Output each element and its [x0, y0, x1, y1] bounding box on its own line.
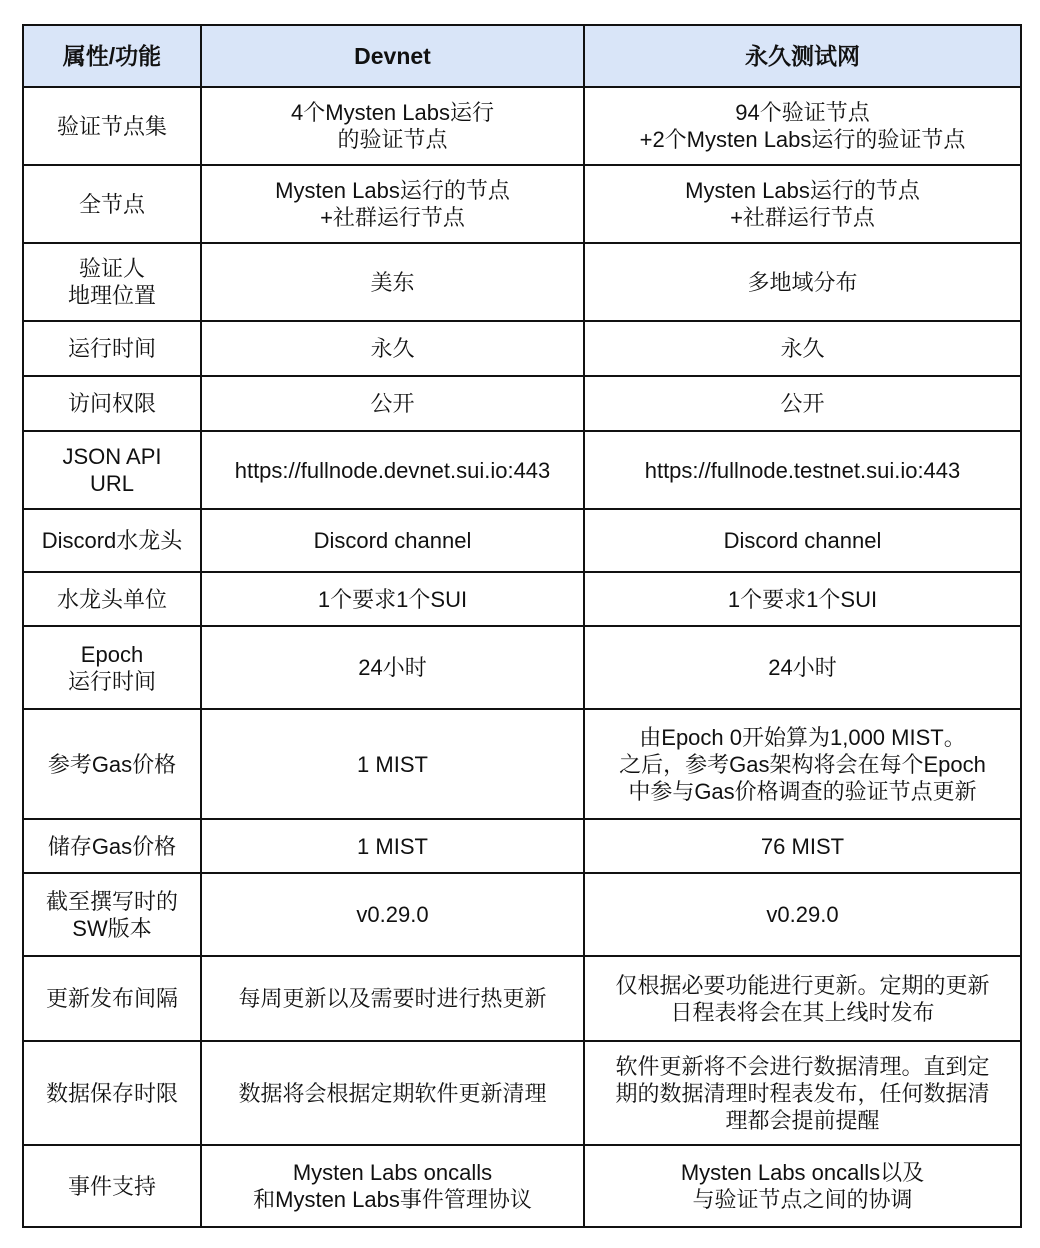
testnet-value: Mysten Labs oncalls以及 与验证节点之间的协调 [584, 1145, 1021, 1227]
row-attribute: 事件支持 [23, 1145, 201, 1227]
testnet-value: 94个验证节点 +2个Mysten Labs运行的验证节点 [584, 87, 1021, 165]
row-attribute: 参考Gas价格 [23, 709, 201, 819]
row-attribute: 全节点 [23, 165, 201, 243]
devnet-value: 永久 [201, 321, 584, 376]
testnet-value: 由Epoch 0开始算为1,000 MIST。 之后，参考Gas架构将会在每个Epoch 中参与Gas价格调查的验证节点更新 [584, 709, 1021, 819]
devnet-value: https://fullnode.devnet.sui.io:443 [201, 431, 584, 509]
row-attribute: 储存Gas价格 [23, 819, 201, 873]
devnet-value: Mysten Labs oncalls 和Mysten Labs事件管理协议 [201, 1145, 584, 1227]
row-attribute: 更新发布间隔 [23, 956, 201, 1041]
header-devnet: Devnet [201, 25, 584, 87]
devnet-value: Discord channel [201, 509, 584, 572]
row-attribute: 验证人 地理位置 [23, 243, 201, 321]
header-testnet: 永久测试网 [584, 25, 1021, 87]
table-row [23, 819, 1021, 873]
table-row [23, 165, 1021, 243]
devnet-value: 1 MIST [201, 819, 584, 873]
comparison-table-container [22, 24, 1020, 1228]
table-row [23, 509, 1021, 572]
row-attribute: 数据保存时限 [23, 1041, 201, 1145]
testnet-value: Mysten Labs运行的节点 +社群运行节点 [584, 165, 1021, 243]
devnet-value: 4个Mysten Labs运行 的验证节点 [201, 87, 584, 165]
testnet-value: https://fullnode.testnet.sui.io:443 [584, 431, 1021, 509]
testnet-value: 24小时 [584, 626, 1021, 709]
table-row [23, 626, 1021, 709]
table-row [23, 709, 1021, 819]
row-attribute: 运行时间 [23, 321, 201, 376]
devnet-value: 1 MIST [201, 709, 584, 819]
table-row [23, 431, 1021, 509]
row-attribute: 截至撰写时的 SW版本 [23, 873, 201, 956]
testnet-value: v0.29.0 [584, 873, 1021, 956]
testnet-value: 软件更新将不会进行数据清理。直到定 期的数据清理时程表发布，任何数据清 理都会提前提醒 [584, 1041, 1021, 1145]
table-row [23, 572, 1021, 626]
testnet-value: 公开 [584, 376, 1021, 431]
devnet-value: 24小时 [201, 626, 584, 709]
testnet-value: 永久 [584, 321, 1021, 376]
testnet-value: 仅根据必要功能进行更新。定期的更新 日程表将会在其上线时发布 [584, 956, 1021, 1041]
table-row [23, 87, 1021, 165]
testnet-value: 1个要求1个SUI [584, 572, 1021, 626]
testnet-value: 多地域分布 [584, 243, 1021, 321]
devnet-value: 美东 [201, 243, 584, 321]
devnet-value: 1个要求1个SUI [201, 572, 584, 626]
devnet-value: 数据将会根据定期软件更新清理 [201, 1041, 584, 1145]
table-row [23, 321, 1021, 376]
table-row [23, 1041, 1021, 1145]
header-attribute: 属性/功能 [23, 25, 201, 87]
devnet-value: 每周更新以及需要时进行热更新 [201, 956, 584, 1041]
table-row [23, 956, 1021, 1041]
testnet-value: Discord channel [584, 509, 1021, 572]
table-header-row [23, 25, 1021, 87]
testnet-value: 76 MIST [584, 819, 1021, 873]
devnet-value: 公开 [201, 376, 584, 431]
table-row [23, 873, 1021, 956]
row-attribute: 验证节点集 [23, 87, 201, 165]
row-attribute: Epoch 运行时间 [23, 626, 201, 709]
row-attribute: 访问权限 [23, 376, 201, 431]
row-attribute: Discord水龙头 [23, 509, 201, 572]
table-row [23, 243, 1021, 321]
devnet-value: v0.29.0 [201, 873, 584, 956]
row-attribute: 水龙头单位 [23, 572, 201, 626]
table-row [23, 1145, 1021, 1227]
network-comparison-table [22, 24, 1022, 1228]
table-row [23, 376, 1021, 431]
row-attribute: JSON API URL [23, 431, 201, 509]
devnet-value: Mysten Labs运行的节点 +社群运行节点 [201, 165, 584, 243]
